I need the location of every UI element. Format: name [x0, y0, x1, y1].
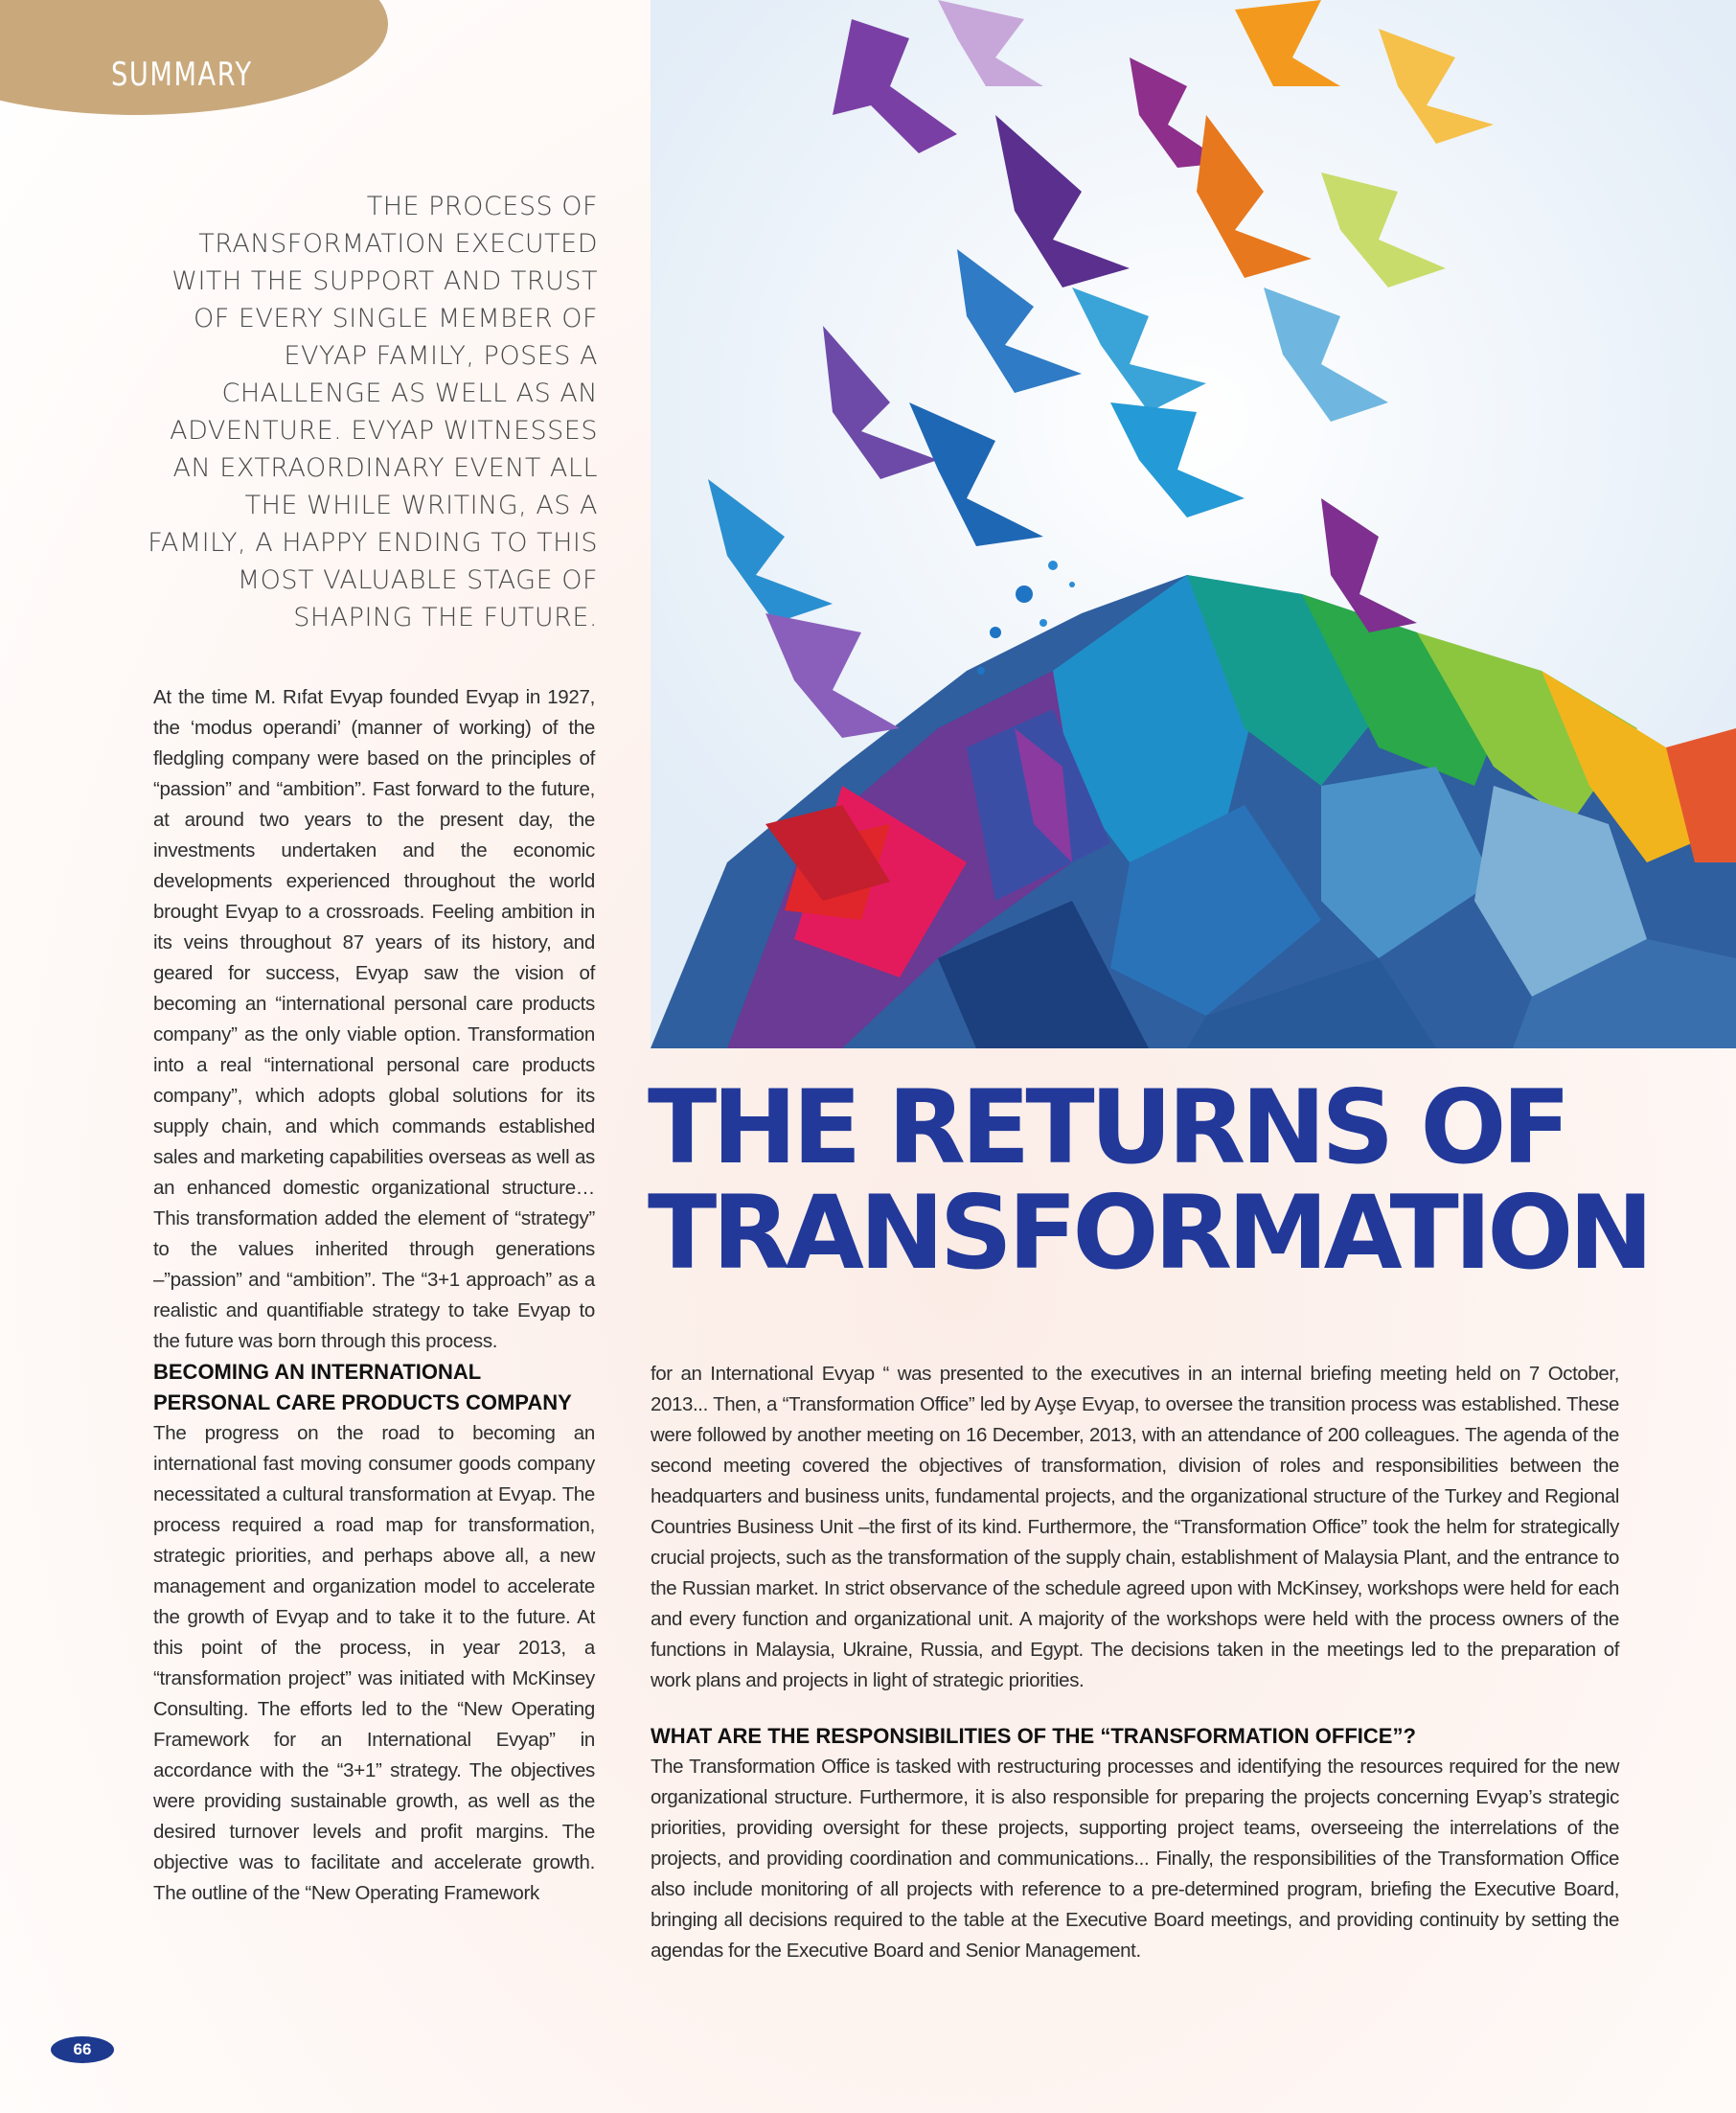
origami-birds-image [651, 0, 1736, 1048]
section-label: SUMMARY [111, 56, 253, 94]
headline-line-2: TRANSFORMATION [648, 1174, 1650, 1292]
left-subheading: BECOMING AN INTERNATIONAL PERSONAL CARE PRODUCTS COMPANY [153, 1360, 572, 1414]
page-number-badge: 66 [51, 2036, 114, 2063]
headline-line-1: THE RETURNS OF [648, 1068, 1566, 1186]
intro-paragraph: At the time M. Rıfat Evyap founded Evyap in 1927, the ‘modus operandi’ (manner of working) of the fledgling company were based on the principles of “passion” and “ambition”. Fast forward to the future, at around two years to the present day, the investments undertaken and the economic developments experienced throughout the world brought Evyap to a crossroads. Feeling ambition in its veins throughout 87 years of its history, and geared for success, Evyap saw the vision of becoming an “international personal care products company” as the only viable option. Transformation into a real “international personal care products company”, which adopts global solutions for its supply chain, and which commands established sales and marketing capabilities overseas as well as an enhanced domestic organizational structure… This transformation added the element of “strategy” to the values inherited through generations –”passion” and “ambition”. The “3+1 approach” as a realistic and quantifiable strategy to take Evyap to the future was born through this process. [153, 686, 595, 1352]
pullquote: THE PROCESS OF TRANSFORMATION EXECUTED WITH THE SUPPORT AND TRUST OF EVERY SINGLE MEMBER OF EVYAP FAMILY, POSES A CHALLENGE AS WELL AS AN ADVENTURE. EVYAP WITNESSES AN EXTRAORDINARY EVENT ALL THE WHILE WRITING, AS A FAMILY, A HAPPY ENDING TO THIS MOST VALUABLE STAGE OF SHAPING THE FUTURE. [148, 192, 598, 632]
right-subheading: WHAT ARE THE RESPONSIBILITIES OF THE “TRANSFORMATION OFFICE”? [651, 1724, 1416, 1748]
left-column [153, 682, 595, 1909]
article-headline [648, 1068, 1721, 1292]
right-body-paragraph-1: for an International Evyap “ was presented to the executives in an internal briefing meeting held on 7 October, 2013... Then, a “Transformation Office” led by Ayşe Evyap, to oversee the transition process was established. These were followed by another meeting on 16 December, 2013, with an attendance of 200 colleagues. The agenda of the second meeting covered the objectives of transformation, division of roles and responsibilities between the headquarters and business units, fundamental projects, and the organizational structure of the Turkey and Regional Countries Business Unit –the first of its kind. Furthermore, the “Transformation Office” took the helm for strategically crucial projects, such as the transformation of the supply chain, establishment of Malaysia Plant, and the entrance to the Russian market. In strict observance of the schedule agreed upon with McKinsey, workshops were held for each and every function and organizational unit. A majority of the workshops were held with the process owners of the functions in Malaysia, Ukraine, Russia, and Egypt. The decisions taken in the meetings led to the preparation of work plans and projects in light of strategic priorities. [651, 1363, 1619, 1691]
right-body-paragraph-2: The Transformation Office is tasked with restructuring processes and identifying the resources required for the new organizational structure. Furthermore, it is also responsible for preparing the projects concerning Evyap’s strategic priorities, providing oversight for these projects, supporting project teams, overseeing the interrelations of the projects, and providing coordination and communications... Finally, the responsibilities of the Transformation Office also include monitoring of all projects with reference to a pre-determined program, briefing the Executive Board, bringing all decisions required to the table at the Executive Board meetings, and providing continuity by setting the agendas for the Executive Board and Senior Management. [651, 1756, 1619, 1962]
left-body-paragraph: The progress on the road to becoming an international fast moving consumer goods company necessitated a cultural transformation at Evyap. The process required a road map for transformation, strategic priorities, and perhaps above all, a new management and organization model to accelerate the growth of Evyap and to take it to the future. At this point of the process, in year 2013, a “transformation project” was initiated with McKinsey Consulting. The efforts led to the “New Operating Framework for an International Evyap” in accordance with the “3+1” strategy. The objectives were providing sustainable growth, as well as the desired turnover levels and profit margins. The objective was to facilitate and accelerate growth. The outline of the “New Operating Framework [153, 1422, 595, 1904]
right-column [651, 1359, 1619, 1966]
